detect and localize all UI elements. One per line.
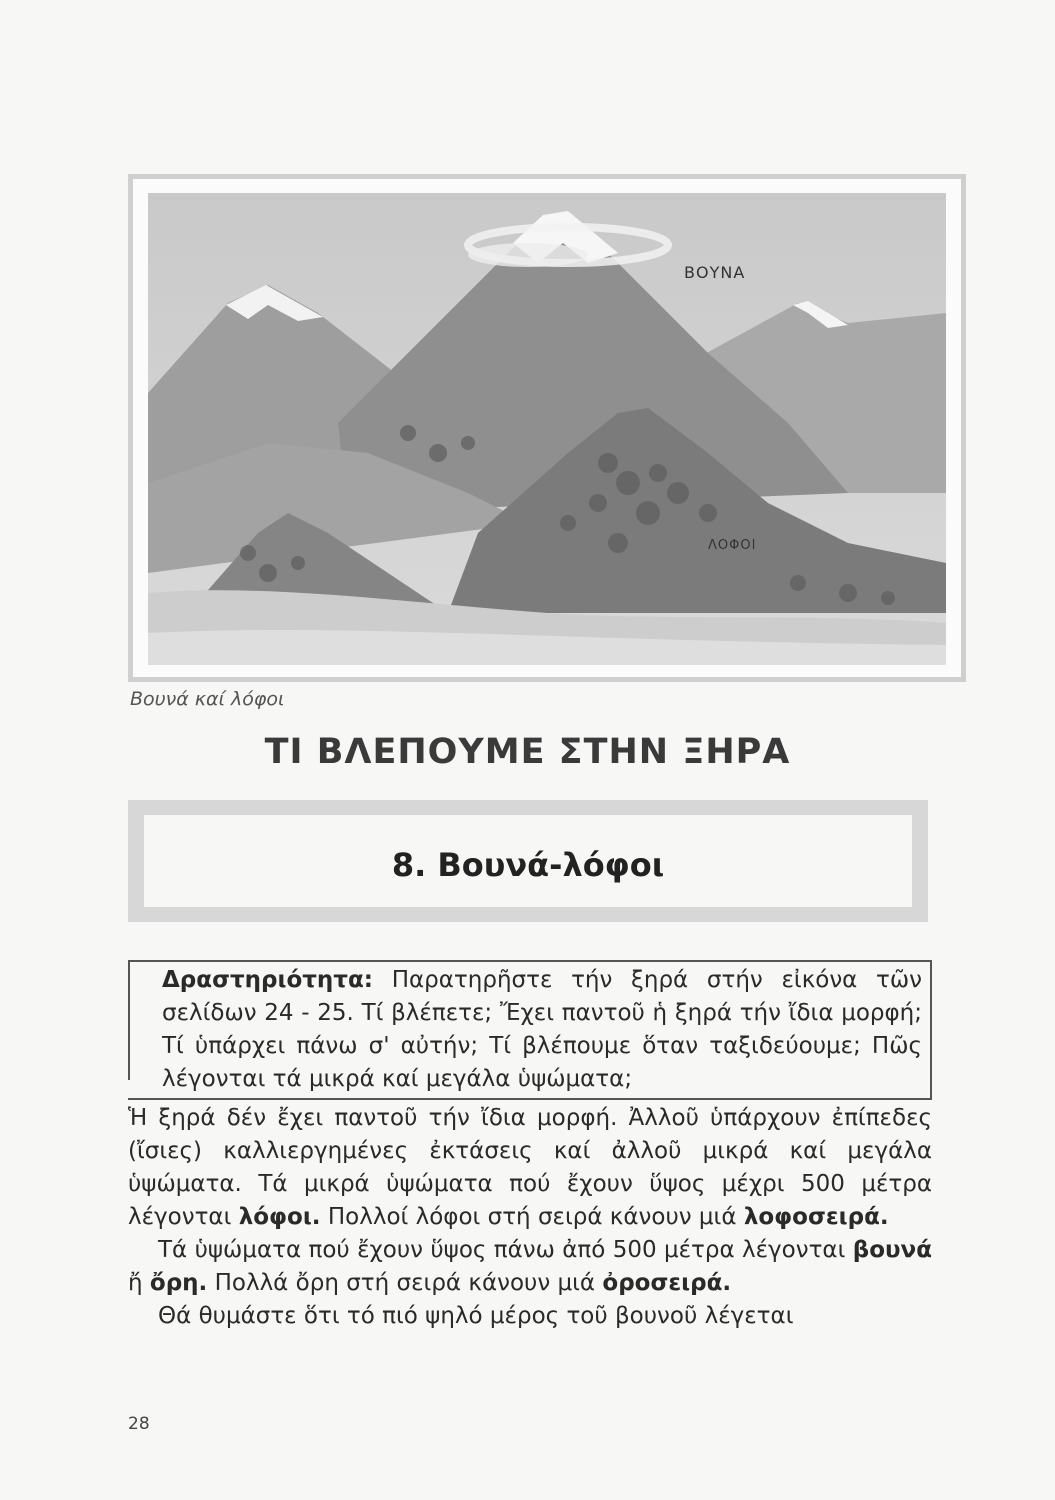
illustration-frame (128, 174, 966, 682)
hills-label: ΛΟΦΟΙ (708, 538, 757, 553)
lesson-title-box (128, 800, 928, 922)
term-ori: ὄρη. (149, 1270, 208, 1296)
p2-text-3: Πολλά ὄρη στή σειρά κάνουν μιά (207, 1270, 603, 1296)
term-mountains: βουνά (852, 1237, 932, 1263)
activity-label: Δραστηριότητα: (162, 967, 373, 993)
lesson-title: 8. Βουνά-λόφοι (391, 846, 665, 884)
term-hills: λόφοι. (238, 1204, 321, 1230)
p3-text: Θά θυμάστε ὅτι τό πιό ψηλό μέρος τοῦ βουνοῦ λέγεται (158, 1303, 794, 1329)
paragraph-2 (128, 1234, 932, 1300)
page-number: 28 (128, 1414, 150, 1434)
p2-text: Τά ὑψώματα πού ἔχουν ὕψος πάνω ἀπό 500 μέτρα λέγονται (158, 1237, 853, 1263)
p1-text-2: Πολλοί λόφοι στή σειρά κάνουν μιά (320, 1204, 744, 1230)
mountains-label: ΒΟΥΝΑ (684, 263, 746, 282)
mountains-hills-illustration (148, 193, 946, 665)
paragraph-1 (128, 1102, 932, 1234)
p2-text-2: ἤ (128, 1270, 150, 1296)
paragraph-3 (128, 1300, 932, 1333)
activity-text (162, 964, 922, 1096)
p1-text: Ἡ ξηρά δέν ἔχει παντοῦ τήν ἴδια μορφή. Ἀλλοῦ ὑπάρχουν ἐπίπεδες (ἴσιες) καλλιεργημένες ἐκτάσεις καί ἀλλοῦ μικρά καί μεγάλα ὑψώματα. Τά μικρά ὑψώματα πού ἔχουν ὕψος μέχρι 500 μέτρα λέγονται (128, 1105, 932, 1230)
cloud (468, 243, 588, 267)
term-hill-range: λοφοσειρά. (743, 1204, 889, 1230)
activity-box (128, 960, 932, 1100)
figure-caption: Βουνά καί λόφοι (130, 688, 285, 710)
term-mountain-range: ὀροσειρά. (602, 1270, 732, 1296)
activity-questions: Παρατηρῆστε τήν ξηρά στήν εἰκόνα τῶν σελίδων 24 - 25. Τί βλέπετε; Ἔχει παντοῦ ἡ ξηρά τήν ἴδια μορφή; Τί ὑπάρχει πάνω σ' αὐτήν; Τί βλέπουμε ὅταν ταξιδεύουμε; Πῶς λέγονται τά μικρά καί μεγάλα ὑψώματα; (162, 967, 922, 1092)
section-title: ΤΙ ΒΛΕΠΟΥΜΕ ΣΤΗΝ ΞΗΡΑ (264, 732, 791, 772)
body-text (128, 1102, 932, 1333)
lesson-title-inner (144, 815, 912, 907)
